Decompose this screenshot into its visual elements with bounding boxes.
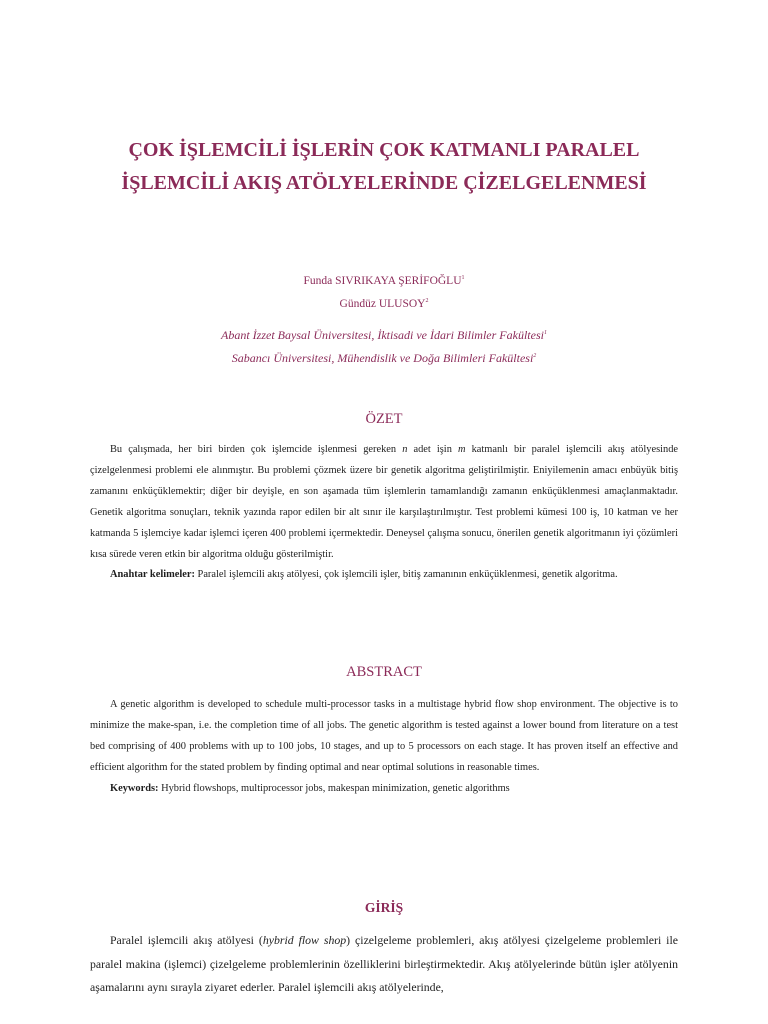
ozet-keywords-label: Anahtar kelimeler: bbox=[110, 569, 195, 581]
affiliation-1 bbox=[0, 326, 768, 342]
author-2 bbox=[0, 294, 768, 311]
ozet-text-b: adet işin bbox=[407, 444, 458, 455]
abstract-section bbox=[90, 695, 678, 800]
abstract-keywords-text: Hybrid flowshops, multiprocessor jobs, makespan minimization, genetic algorithms bbox=[158, 782, 510, 794]
ozet-var-m: m bbox=[457, 444, 466, 455]
author-name: Funda SIVRIKAYA ŞERİFOĞLU bbox=[303, 275, 462, 287]
author-name: Gündüz ULUSOY bbox=[339, 298, 426, 310]
paper-title bbox=[60, 134, 708, 200]
ozet-keywords bbox=[90, 565, 678, 586]
author-1 bbox=[0, 271, 768, 288]
ozet-var-n: n bbox=[402, 444, 408, 455]
ozet-text-c: katmanlı bir paralel işlemcili akış atölyesinde çizelgelenmesi problemi ele alınmıştır. Bu problemi çözmek üzere bir genetik algoritma geliştirilmiştir. Eniyilemenin amacı enbüyük bitiş zamanını enküçüklemektir; diğer bir deyişle, en son aşamada tüm işlemlerin tamamlandığı zamanın enküçüklenmesi amaçlanmaktadır. Genetik algoritma sonuçları, teknik yazında rapor edilen bir alt sınır ile karşılaştırılmıştır. Test problemi kümesi 100 iş, 10 katman ve her katmanda 5 işlemciye kadar işlemci içeren 400 problemi içermektedir. Deneysel çalışma sonucu, önerilen genetik algoritmanın iyi çözümleri kısa sürede veren etkin bir algoritma olduğu gösterilmiştir. bbox=[90, 444, 678, 560]
author-mark: 1 bbox=[461, 275, 465, 281]
title-line-1: ÇOK İŞLEMCİLİ İŞLERİN ÇOK KATMANLI PARALEL bbox=[128, 139, 640, 161]
affiliation-mark: 1 bbox=[543, 330, 547, 336]
giris-paragraph bbox=[90, 929, 678, 1000]
ozet-section bbox=[90, 440, 678, 586]
giris-text-a: Paralel işlemcili akış atölyesi ( bbox=[110, 933, 263, 947]
abstract-keywords-label: Keywords: bbox=[110, 782, 159, 794]
giris-heading: GİRİŞ bbox=[364, 900, 404, 915]
abstract-heading: ABSTRACT bbox=[346, 664, 422, 680]
affiliation-mark: 2 bbox=[533, 353, 537, 359]
giris-text-b: ) çizelgeleme problemleri, akış atölyesi çizelgeleme problemleri ile paralel makina (işlemci) çizelgeleme problemlerinin özelliklerini birleştirmektedir. Akış atölyelerinde bütün işler atölyenin aşamalarını aynı sırayla ziyaret ederler. Paralel işlemcili akış atölyelerinde, bbox=[90, 933, 678, 994]
affiliation-2 bbox=[0, 349, 768, 365]
affiliation-name: Abant İzzet Baysal Üniversitesi, İktisadi ve İdari Bilimler Fakültesi bbox=[221, 328, 544, 342]
ozet-paragraph bbox=[90, 440, 678, 565]
ozet-keywords-text: Paralel işlemcili akış atölyesi, çok işlemcili işler, bitiş zamanının enküçüklenmesi, genetik algoritma. bbox=[194, 569, 618, 581]
title-line-2: İŞLEMCİLİ AKIŞ ATÖLYELERİNDE ÇİZELGELENMESİ bbox=[121, 172, 647, 194]
ozet-text-a: Bu çalışmada, her biri birden çok işlemcide işlenmesi gereken bbox=[110, 444, 403, 455]
giris-section bbox=[90, 929, 678, 1000]
ozet-heading: ÖZET bbox=[365, 411, 403, 427]
abstract-keywords bbox=[90, 779, 678, 800]
abstract-paragraph: A genetic algorithm is developed to schedule multi-processor tasks in a multistage hybrid flow shop environment. The objective is to minimize the make-span, i.e. the completion time of all jobs. The genetic algorithm is tested against a lower bound from literature on a test bed comprising of 400 problems with up to 100 jobs, 10 stages, and up to 5 processors on each stage. It has proven itself an effective and efficient algorithm for the stated problem by finding optimal and near optimal solutions in reasonable times. bbox=[90, 699, 678, 773]
giris-italic: hybrid flow shop bbox=[262, 933, 347, 947]
author-mark: 2 bbox=[425, 298, 429, 304]
affiliation-name: Sabancı Üniversitesi, Mühendislik ve Doğa Bilimleri Fakültesi bbox=[231, 351, 534, 365]
